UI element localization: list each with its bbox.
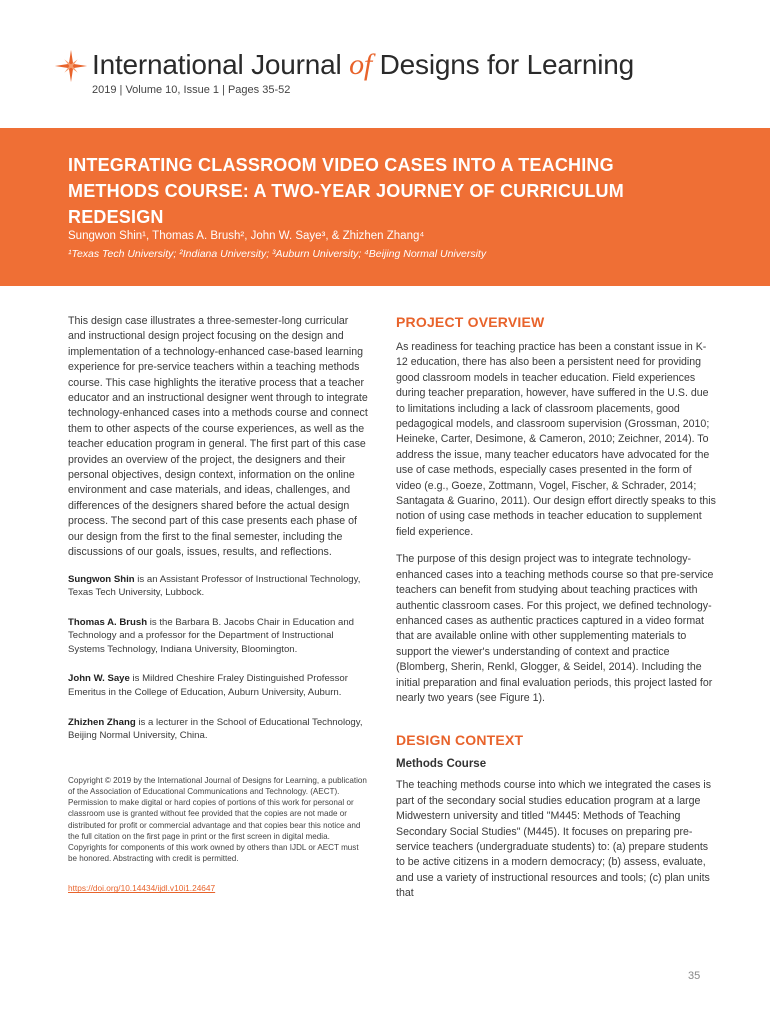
bio-name: John W. Saye	[68, 673, 130, 685]
bio-name: Thomas A. Brush	[68, 616, 148, 628]
title-banner	[0, 128, 770, 286]
bio-text: is the Barbara B. Jacobs Chair in Education and Technology and a professor for the Department of Instructional Systems Technology, Indiana University, Bloomington.	[68, 616, 354, 655]
bio-name: Zhizhen Zhang	[68, 716, 136, 728]
issue-info: 2019 | Volume 10, Issue 1 | Pages 35-52	[92, 84, 291, 96]
article-title: INTEGRATING CLASSROOM VIDEO CASES INTO A TEACHING METHODS COURSE: A TWO-YEAR JOURNEY OF CURRICULUM REDESIGN	[68, 155, 624, 227]
overview-paragraph: The purpose of this design project was to integrate technology-enhanced cases into a teaching methods course so that pre-service teachers can benefit from studying about teaching practices with authentic classroom cases. For this project, we defined technology-enhanced cases as authentic practices captured in a video format that are available online with other supplementing materials to support the viewer's understanding of context and practice (Blomberg, Sherin, Renkl, Glogger, & Seidel, 2014). Including the initial preparation and final evaluation periods, this project lasted for nearly two years (see Figure 1).	[396, 553, 714, 704]
star-logo-icon	[54, 49, 88, 83]
journal-title	[92, 48, 634, 82]
journal-masthead	[54, 44, 734, 104]
bio-text: is a lecturer in the School of Educational Technology, Beijing Normal University, China.	[68, 716, 363, 742]
journal-title-pre: International Journal	[92, 49, 350, 80]
abstract: This design case illustrates a three-semester-long curricular and instructional design project focusing on the design and implementation of a technology-enhanced case-based learning experience for pre-service teachers within a teaching methods course. This case highlights the iterative process that a teacher educator and an instructional designer went through to integrate technology-enhanced cases into a methods course and connect them to other aspects of the course experiences, as well as the teacher education program in general. The first part of this case provides an overview of the project, the designers and their personal objectives, design context, information on the online environment and case materials, and ideas, challenges, and differences of the designers shared before the actual design process. The second part of this case presents each phase of our design from the first to the final semester, including the discussions of our goals, issues, results, and reflections.	[68, 315, 368, 559]
author-bio	[68, 672, 368, 699]
doi-link[interactable]: https://doi.org/10.14434/ijdl.v10i1.24647	[68, 883, 216, 894]
author-bio	[68, 573, 368, 600]
author-list: Sungwon Shin¹, Thomas A. Brush², John W. Saye³, & Zhizhen Zhang⁴	[68, 230, 425, 242]
left-column	[68, 314, 368, 896]
right-column	[396, 314, 716, 914]
bio-name: Sungwon Shin	[68, 573, 135, 585]
section-heading-project-overview: PROJECT OVERVIEW	[396, 314, 545, 330]
copyright-notice: Copyright © 2019 by the International Journal of Designs for Learning, a publication of the Association of Educational Communications and Technology. (AECT). Permission to make digital or hard copies of portions of this work for personal or classroom use is granted without fee provided that the copies are not made or distributed for profit or commercial advantage and that copies bear this notice and the full citation on the first page in print or the first screen in digital media. Copyrights for components of this work owned by others than IJDL or AECT must be honored. Abstracting with credit is permitted.	[68, 775, 367, 864]
author-bio	[68, 716, 368, 743]
author-affiliations: ¹Texas Tech University; ²Indiana University; ³Auburn University; ⁴Beijing Normal University	[68, 248, 487, 260]
section-heading-design-context: DESIGN CONTEXT	[396, 732, 524, 749]
journal-title-post: Designs for Learning	[372, 49, 634, 80]
journal-title-of: of	[349, 48, 373, 81]
bio-text: is an Assistant Professor of Instructional Technology, Texas Tech University, Lubbock.	[68, 573, 361, 599]
bio-text: is Mildred Cheshire Fraley Distinguished Professor Emeritus in the College of Education, Auburn University, Auburn.	[68, 673, 348, 699]
author-bio	[68, 616, 368, 657]
methods-paragraph: The teaching methods course into which we integrated the cases is part of the secondary social studies education program at a large Midwestern university and titled "M445: Methods of Teaching Secondary Social Studies" (M445). It focuses on preparing pre-service teachers (undergraduate students) to: (a) prepare students to be active citizens in a modern democracy; (b) assess, evaluate, and use a variety of instructional resources and tools; (c) plan units that	[396, 779, 712, 900]
page-number: 35	[688, 970, 701, 982]
overview-paragraph: As readiness for teaching practice has been a constant issue in K-12 education, there has also been a persistent need for providing good classroom models in teacher education. Field experiences during teacher preparation, however, have suffered in the U.S. due to limitations including a lack of classroom placements, good pedagogical models, and classroom supervision (Grossman, 2010; Heineke, Carter, Desimone, & Cameron, 2010; Zeichner, 2014). To address the issue, many teacher educators have advocated for the use of case methods, especially cases presented in the form of video (e.g., Goeze, Zottmann, Vogel, Fischer, & Schrader, 2014; Santagata & Guarino, 2011). Our design effort directly speaks to this notion of using case methods in teacher education to supplement field experience.	[396, 341, 716, 538]
subheading-methods-course: Methods Course	[396, 758, 487, 771]
